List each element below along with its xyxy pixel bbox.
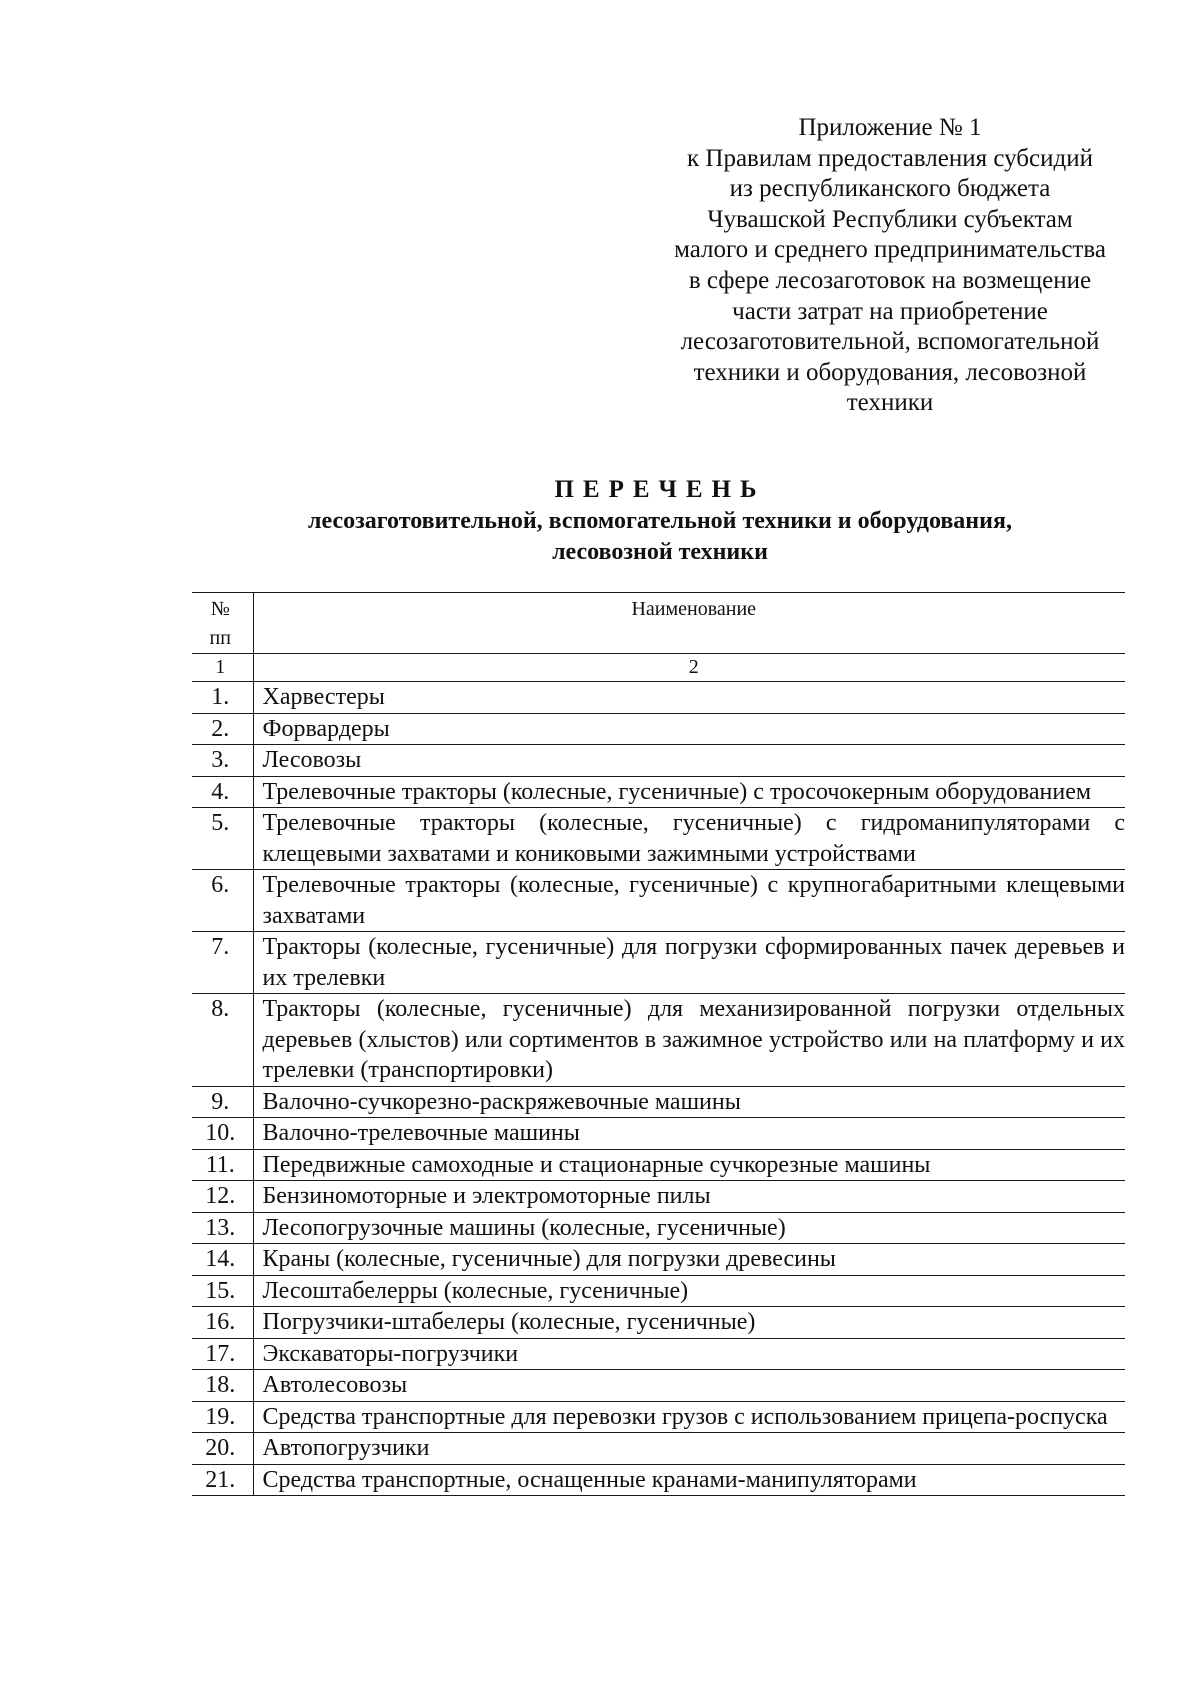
row-number-cell: 21. — [192, 1464, 253, 1496]
row-name-cell: Лесопогрузочные машины (колесные, гусеничные) — [253, 1212, 1125, 1244]
title-subtitle-line: лесовозной техники — [552, 539, 768, 565]
header-num-label: № — [210, 598, 230, 620]
appendix-line: Приложение № 1 — [798, 114, 982, 141]
row-name-cell: Краны (колесные, гусеничные) для погрузки древесины — [253, 1244, 1125, 1276]
header-num-cell — [192, 593, 253, 654]
table-row — [192, 1212, 1125, 1244]
row-number-cell: 11. — [192, 1149, 253, 1181]
equipment-list-table — [192, 592, 1125, 1496]
table-row — [192, 1338, 1125, 1370]
table-row — [192, 1244, 1125, 1276]
row-name-cell: Бензиномоторные и электромоторные пилы — [253, 1181, 1125, 1213]
row-name-cell: Лесоштабелерры (колесные, гусеничные) — [253, 1275, 1125, 1307]
row-number-cell: 6. — [192, 870, 253, 932]
row-name-cell: Тракторы (колесные, гусеничные) для погрузки сформированных пачек деревьев и их трелевки — [253, 932, 1125, 994]
table-row — [192, 745, 1125, 777]
appendix-line: к Правилам предоставления субсидий — [687, 144, 1093, 172]
row-name-cell: Форвардеры — [253, 713, 1125, 745]
row-name-cell: Погрузчики-штабелеры (колесные, гусеничные) — [253, 1307, 1125, 1339]
appendix-line: Чувашской Республики субъектам — [707, 205, 1073, 233]
row-number-cell: 3. — [192, 745, 253, 777]
title-subtitle-line: лесозаготовительной, вспомогательной техники и оборудования, — [308, 508, 1012, 534]
row-name-cell: Трелевочные тракторы (колесные, гусеничные) с крупногабаритными клещевыми захватами — [253, 870, 1125, 932]
appendix-line: техники и оборудования, лесовозной — [693, 358, 1087, 386]
table-row — [192, 682, 1125, 714]
table-row — [192, 1149, 1125, 1181]
header-name-cell: Наименование — [253, 593, 1125, 654]
row-name-cell: Передвижные самоходные и стационарные сучкорезные машины — [253, 1149, 1125, 1181]
row-name-cell: Автолесовозы — [253, 1370, 1125, 1402]
title-main: ПЕРЕЧЕНЬ — [554, 476, 766, 503]
row-number-cell: 14. — [192, 1244, 253, 1276]
table-row — [192, 1433, 1125, 1465]
table-row — [192, 1464, 1125, 1496]
row-number-cell: 18. — [192, 1370, 253, 1402]
row-number-cell: 13. — [192, 1212, 253, 1244]
table-row — [192, 1118, 1125, 1150]
row-number-cell: 9. — [192, 1086, 253, 1118]
appendix-line: техники — [846, 389, 934, 417]
table-row — [192, 932, 1125, 994]
appendix-line: лесозаготовительной, вспомогательной — [680, 328, 1100, 356]
column-number-cell: 2 — [253, 654, 1125, 682]
appendix-line: малого и среднего предпринимательства — [674, 236, 1106, 264]
row-number-cell: 16. — [192, 1307, 253, 1339]
row-number-cell: 10. — [192, 1118, 253, 1150]
row-name-cell: Трелевочные тракторы (колесные, гусеничные) с тросочокерным оборудованием — [253, 776, 1125, 808]
row-number-cell: 17. — [192, 1338, 253, 1370]
row-name-cell: Экскаваторы-погрузчики — [253, 1338, 1125, 1370]
row-number-cell: 5. — [192, 808, 253, 870]
row-number-cell: 7. — [192, 932, 253, 994]
row-number-cell: 20. — [192, 1433, 253, 1465]
table-row — [192, 1370, 1125, 1402]
row-name-cell: Средства транспортные для перевозки грузов с использованием прицепа-роспуска — [253, 1401, 1125, 1433]
row-name-cell: Тракторы (колесные, гусеничные) для механизированной погрузки отдельных деревьев (хлыстов) или сортиментов в зажимное устройство или на платформу и их трелевки (транспортировки) — [253, 994, 1125, 1087]
column-number-row — [192, 654, 1125, 682]
table-row — [192, 713, 1125, 745]
table-row — [192, 1086, 1125, 1118]
table-row — [192, 870, 1125, 932]
table-row — [192, 994, 1125, 1087]
table-row — [192, 1181, 1125, 1213]
row-number-cell: 1. — [192, 682, 253, 714]
row-name-cell: Валочно-трелевочные машины — [253, 1118, 1125, 1150]
table-header-row — [192, 593, 1125, 654]
row-number-cell: 8. — [192, 994, 253, 1087]
row-number-cell: 4. — [192, 776, 253, 808]
appendix-line: в сфере лесозаготовок на возмещение — [688, 266, 1092, 294]
row-name-cell: Харвестеры — [253, 682, 1125, 714]
appendix-line: из республиканского бюджета — [729, 175, 1051, 203]
row-name-cell: Трелевочные тракторы (колесные, гусеничные) с гидроманипуляторами с клещевыми захватами и кониковыми зажимными устройствами — [253, 808, 1125, 870]
table-row — [192, 776, 1125, 808]
table-row — [192, 1307, 1125, 1339]
table-row — [192, 1401, 1125, 1433]
appendix-block — [655, 113, 1125, 419]
row-name-cell: Автопогрузчики — [253, 1433, 1125, 1465]
header-num-label: пп — [209, 627, 231, 649]
row-number-cell: 2. — [192, 713, 253, 745]
row-number-cell: 12. — [192, 1181, 253, 1213]
column-number-cell: 1 — [192, 654, 253, 682]
table-row — [192, 808, 1125, 870]
row-name-cell: Лесовозы — [253, 745, 1125, 777]
row-name-cell: Валочно-сучкорезно-раскряжевочные машины — [253, 1086, 1125, 1118]
appendix-line: части затрат на приобретение — [732, 297, 1048, 325]
row-name-cell: Средства транспортные, оснащенные кранами-манипуляторами — [253, 1464, 1125, 1496]
row-number-cell: 15. — [192, 1275, 253, 1307]
row-number-cell: 19. — [192, 1401, 253, 1433]
document-title — [180, 474, 1140, 568]
table-row — [192, 1275, 1125, 1307]
